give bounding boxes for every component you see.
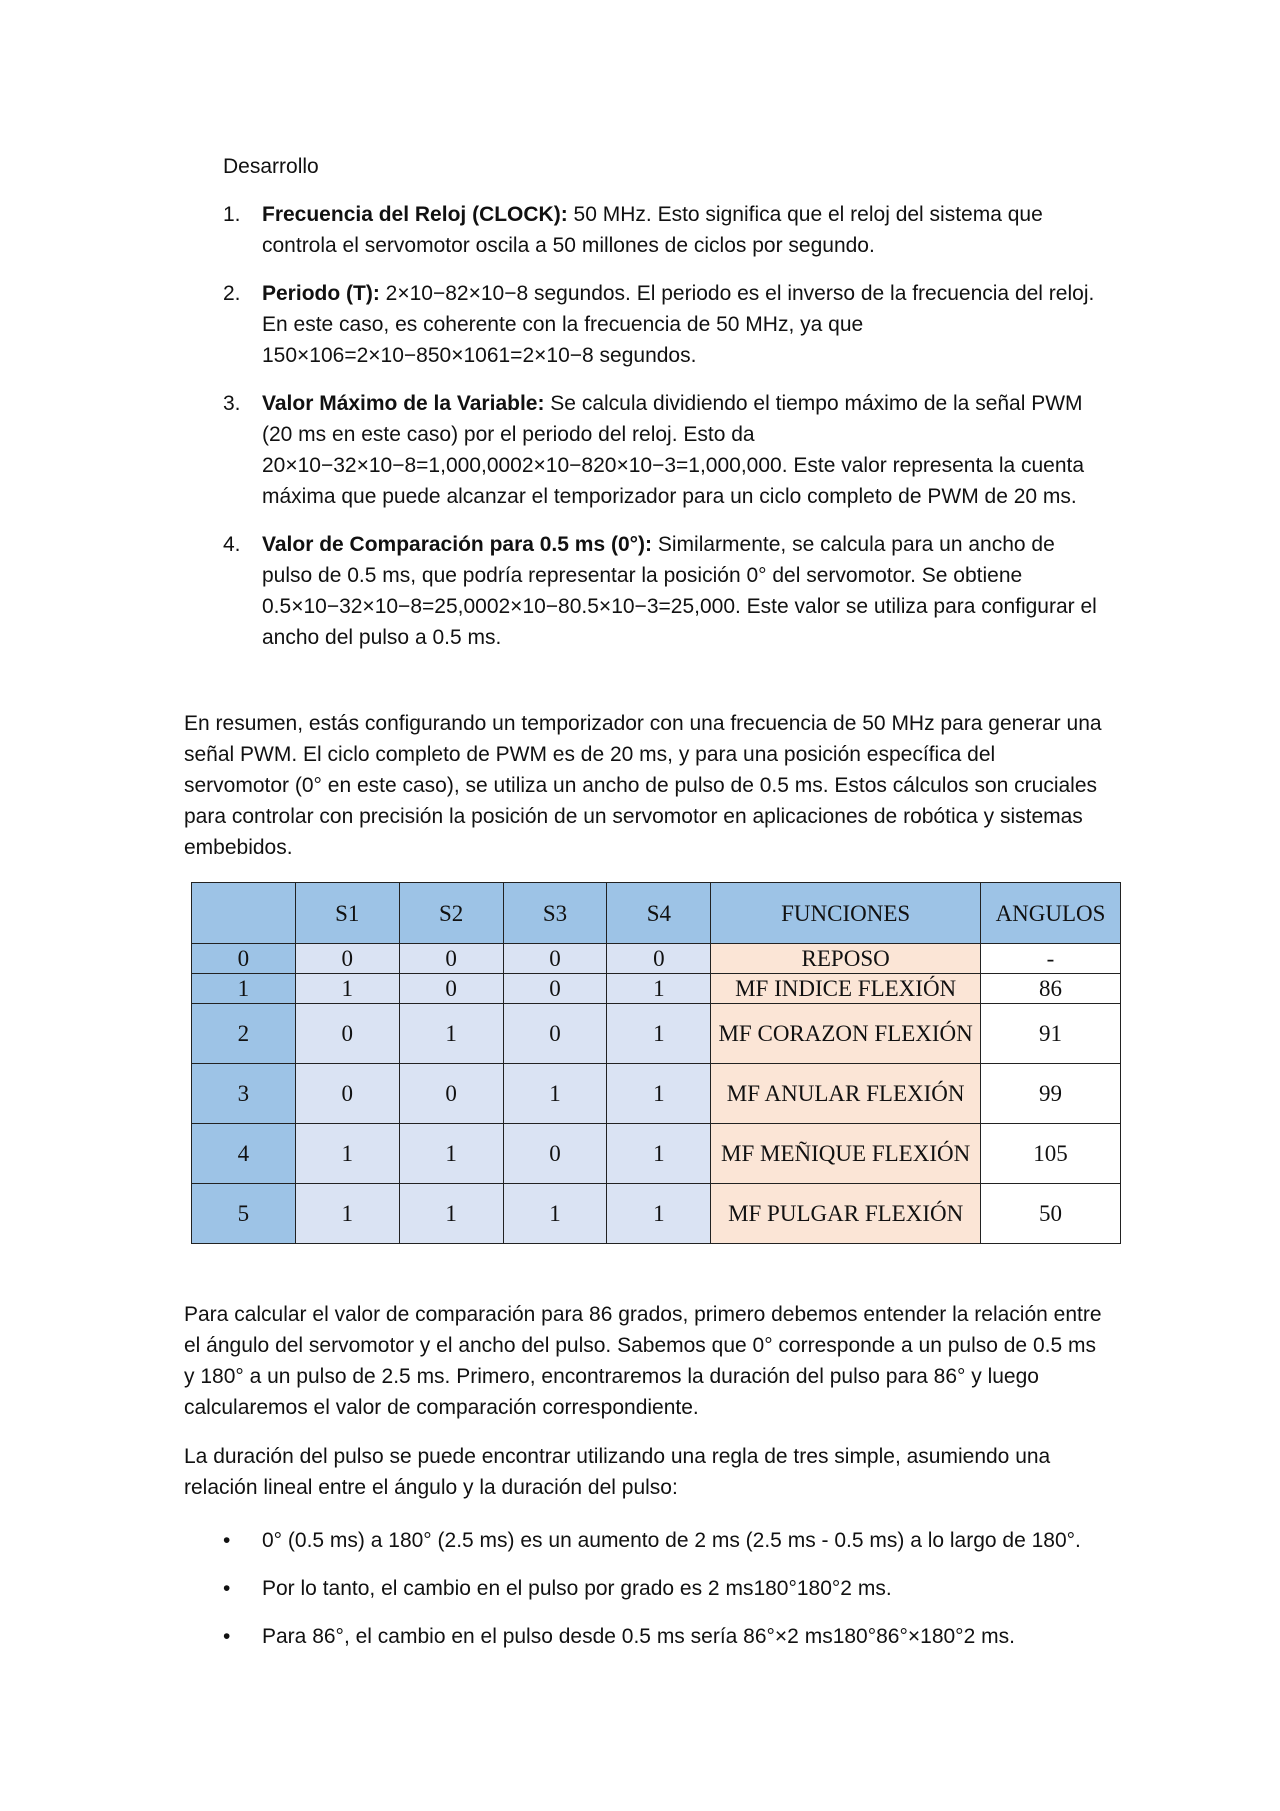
table-row: [192, 944, 1121, 974]
s2-cell: 1: [399, 1124, 503, 1184]
s2-cell: 0: [399, 1064, 503, 1124]
s2-cell: 0: [399, 944, 503, 974]
list-number: 1.: [223, 203, 241, 226]
bullet-icon: •: [223, 1529, 231, 1552]
function-cell: MF MEÑIQUE FLEXIÓN: [711, 1124, 981, 1184]
function-cell: MF ANULAR FLEXIÓN: [711, 1064, 981, 1124]
bullet-text: Por lo tanto, el cambio en el pulso por grado es 2 ms180°180°2 ms.: [262, 1577, 892, 1600]
s3-cell: 0: [503, 1124, 607, 1184]
table-row: [192, 974, 1121, 1004]
s3-cell: 0: [503, 944, 607, 974]
s3-cell: 1: [503, 1064, 607, 1124]
header-cell: S4: [607, 883, 711, 944]
function-cell: REPOSO: [711, 944, 981, 974]
list-item-title: Valor Máximo de la Variable:: [262, 392, 545, 415]
s4-cell: 1: [607, 1184, 711, 1244]
function-cell: MF PULGAR FLEXIÓN: [711, 1184, 981, 1244]
bullet-icon: •: [223, 1625, 231, 1648]
s2-cell: 1: [399, 1184, 503, 1244]
list-item: [223, 388, 1103, 512]
s4-cell: 1: [607, 1064, 711, 1124]
s1-cell: 0: [295, 1064, 399, 1124]
list-item-text: Se calcula dividiendo el tiempo máximo de la señal PWM (20 ms en este caso) por el periodo del reloj. Esto da 20×10−32×10−8=1,000,0002×10−820×10−3=1,000,000. Este valor representa la cuenta máxima que puede alcanzar el temporizador para un ciclo completo de PWM de 20 ms.: [262, 392, 1085, 508]
row-id-cell: 4: [192, 1124, 296, 1184]
header-cell: S2: [399, 883, 503, 944]
table-row: [192, 1004, 1121, 1064]
row-id-cell: 1: [192, 974, 296, 1004]
s2-cell: 1: [399, 1004, 503, 1064]
row-id-cell: 3: [192, 1064, 296, 1124]
s1-cell: 1: [295, 1124, 399, 1184]
list-number: 3.: [223, 392, 241, 415]
bullet-text: 0° (0.5 ms) a 180° (2.5 ms) es un aumento de 2 ms (2.5 ms - 0.5 ms) a lo largo de 180°.: [262, 1529, 1081, 1552]
table-header-row: [192, 883, 1121, 944]
list-item-title: Periodo (T):: [262, 282, 380, 305]
angle-cell: 86: [981, 974, 1121, 1004]
header-cell: [192, 883, 296, 944]
function-cell: MF CORAZON FLEXIÓN: [711, 1004, 981, 1064]
angle-cell: 50: [981, 1184, 1121, 1244]
list-item-title: Valor de Comparación para 0.5 ms (0°):: [262, 533, 653, 556]
bullet-item: [223, 1573, 1103, 1604]
steps-list: [223, 199, 1103, 670]
s4-cell: 1: [607, 974, 711, 1004]
rule-of-three-paragraph: La duración del pulso se puede encontrar utilizando una regla de tres simple, asumiendo una relación lineal entre el ángulo y la duración del pulso:: [184, 1445, 1051, 1499]
table-row: [192, 1124, 1121, 1184]
bullet-icon: •: [223, 1577, 231, 1600]
header-cell: S3: [503, 883, 607, 944]
s3-cell: 0: [503, 1004, 607, 1064]
s1-cell: 1: [295, 974, 399, 1004]
list-item: [223, 278, 1103, 371]
s3-cell: 1: [503, 1184, 607, 1244]
s4-cell: 1: [607, 1124, 711, 1184]
s4-cell: 1: [607, 1004, 711, 1064]
header-cell: ANGULOS: [981, 883, 1121, 944]
row-id-cell: 2: [192, 1004, 296, 1064]
list-item-text: Similarmente, se calcula para un ancho de pulso de 0.5 ms, que podría representar la posición 0° del servomotor. Se obtiene 0.5×10−32×10−8=25,0002×10−80.5×10−3=25,000. Este valor se utiliza para configurar el ancho del pulso a 0.5 ms.: [262, 533, 1097, 649]
summary-paragraph: En resumen, estás configurando un temporizador con una frecuencia de 50 MHz para generar una señal PWM. El ciclo completo de PWM es de 20 ms, y para una posición específica del servomotor (0° en este caso), se utiliza un ancho de pulso de 0.5 ms. Estos cálculos son cruciales para controlar con precisión la posición de un servomotor en aplicaciones de robótica y sistemas embebidos.: [184, 712, 1102, 859]
list-item: [223, 199, 1103, 261]
bullet-list: [223, 1525, 1103, 1669]
functions-table: [191, 882, 1121, 1244]
list-item-title: Frecuencia del Reloj (CLOCK):: [262, 203, 568, 226]
bullet-text: Para 86°, el cambio en el pulso desde 0.5 ms sería 86°×2 ms180°86°×180°2 ms.: [262, 1625, 1015, 1648]
angle-cell: 105: [981, 1124, 1121, 1184]
function-cell: MF INDICE FLEXIÓN: [711, 974, 981, 1004]
list-item-text: 50 MHz. Esto significa que el reloj del sistema que controla el servomotor oscila a 50 millones de ciclos por segundo.: [262, 203, 1043, 257]
s1-cell: 1: [295, 1184, 399, 1244]
list-number: 4.: [223, 533, 241, 556]
s1-cell: 0: [295, 944, 399, 974]
angle-cell: 91: [981, 1004, 1121, 1064]
list-number: 2.: [223, 282, 241, 305]
s3-cell: 0: [503, 974, 607, 1004]
header-cell: FUNCIONES: [711, 883, 981, 944]
list-item: [223, 529, 1103, 653]
header-cell: S1: [295, 883, 399, 944]
angle-cell: -: [981, 944, 1121, 974]
s4-cell: 0: [607, 944, 711, 974]
row-id-cell: 5: [192, 1184, 296, 1244]
row-id-cell: 0: [192, 944, 296, 974]
list-item-text: 2×10−82×10−8 segundos. El periodo es el inverso de la frecuencia del reloj. En este caso, es coherente con la frecuencia de 50 MHz, ya que 150×106=2×10−850×1061=2×10−8 segundos.: [262, 282, 1095, 367]
angle-cell: 99: [981, 1064, 1121, 1124]
explanation-paragraph: Para calcular el valor de comparación para 86 grados, primero debemos entender la relación entre el ángulo del servomotor y el ancho del pulso. Sabemos que 0° corresponde a un pulso de 0.5 ms y 180° a un pulso de 2.5 ms. Primero, encontraremos la duración del pulso para 86° y luego calcularemos el valor de comparación correspondiente.: [184, 1303, 1102, 1419]
section-heading: Desarrollo: [223, 155, 319, 178]
s2-cell: 0: [399, 974, 503, 1004]
bullet-item: [223, 1621, 1103, 1652]
bullet-item: [223, 1525, 1103, 1556]
table-row: [192, 1064, 1121, 1124]
s1-cell: 0: [295, 1004, 399, 1064]
table-row: [192, 1184, 1121, 1244]
